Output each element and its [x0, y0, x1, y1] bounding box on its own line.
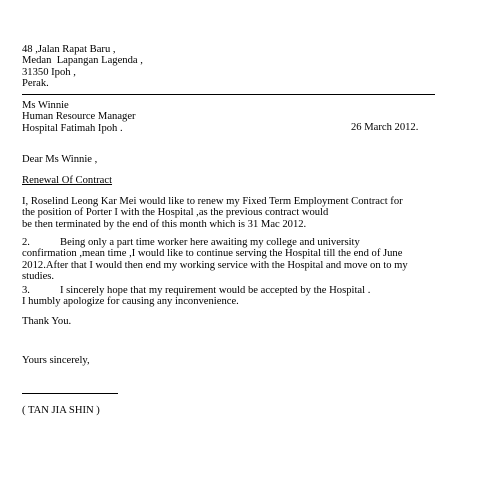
paragraph-line: be then terminated by the end of this month which is 31 Mac 2012.: [22, 218, 307, 230]
paragraph-line: studies.: [22, 270, 55, 282]
signature-name: ( TAN JIA SHIN ): [22, 405, 100, 416]
header-divider: [22, 94, 435, 95]
signature-line: [22, 393, 118, 394]
paragraph-3: [22, 285, 442, 308]
paragraph-line: the position of Porter I with the Hospital ,as the previous contract would: [22, 207, 329, 219]
recipient-title: Human Resource Manager: [22, 111, 136, 123]
recipient-name: Ms Winnie: [22, 100, 69, 111]
sender-address-line: Perak.: [22, 77, 49, 89]
sender-address-line: 31350 Ipoh ,: [22, 66, 76, 78]
paragraph-number: 2.: [22, 237, 30, 248]
paragraph-line: I humbly apologize for causing any inconvenience.: [22, 296, 239, 308]
salutation: Dear Ms Winnie ,: [22, 154, 98, 165]
sender-address-line: 48 ,Jalan Rapat Baru ,: [22, 44, 116, 55]
letter-date: 26 March 2012.: [351, 122, 419, 133]
sender-address: [22, 44, 143, 89]
paragraph-number: 3.: [22, 285, 30, 296]
paragraph-line: I, Roselind Leong Kar Mei would like to renew my Fixed Term Employment Contract for: [22, 196, 403, 207]
paragraph-line: Being only a part time worker here awaiting my college and university: [60, 237, 360, 248]
closing-line: Yours sincerely,: [22, 355, 90, 366]
subject-line: Renewal Of Contract: [22, 175, 113, 186]
paragraph-2: [22, 237, 442, 282]
paragraph-1: [22, 196, 442, 230]
thanks-line: Thank You.: [22, 316, 72, 327]
paragraph-line: confirmation ,mean time ,I would like to continue serving the Hospital till the end of June: [22, 248, 403, 260]
paragraph-line: 2012.After that I would then end my working service with the Hospital and move on to my: [22, 259, 408, 271]
recipient-organization: Hospital Fatimah Ipoh .: [22, 122, 123, 134]
sender-address-line: Medan Lapangan Lagenda ,: [22, 55, 143, 67]
paragraph-line: I sincerely hope that my requirement would be accepted by the Hospital .: [60, 285, 371, 296]
recipient-block: [22, 100, 136, 134]
